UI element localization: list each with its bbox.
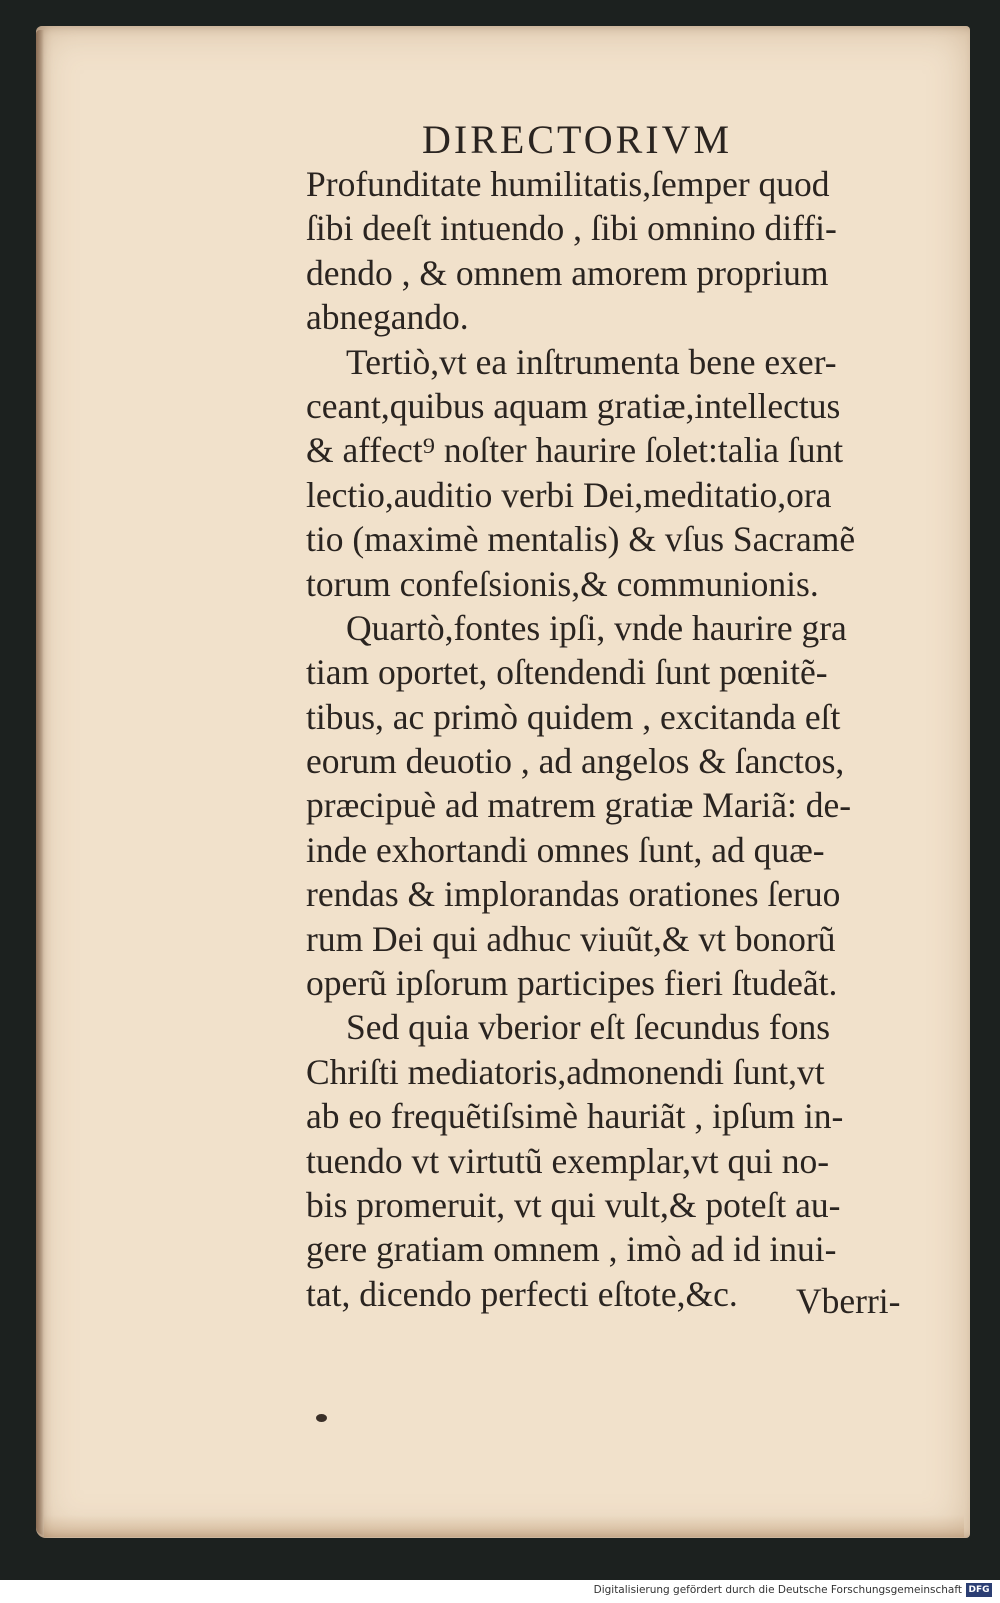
text-line: tibus, ac primò quidem , excitanda eſt [306,696,841,737]
text-line: & affect⁹ noſter haurire ſolet:talia ſunt [306,430,844,471]
text-line: præcipuè ad matrem gratiæ Mariã: de- [306,785,852,826]
text-line: tiam oportet, oſtendendi ſunt pœnitẽ- [306,652,828,693]
text-line: tuendo vt virtutũ exemplar,vt qui no- [306,1140,830,1181]
page-gutter-shadow [36,30,44,1535]
ink-blot-mark [316,1414,327,1422]
text-line: lectio,auditio verbi Dei,meditatio,ora [306,474,832,515]
body-text [306,162,926,1316]
text-line: rendas & implorandas orationes ſeruo [306,874,841,915]
text-line: tat, dicendo perfecti eſtote,&c. [306,1273,738,1314]
text-line: dendo , & omnem amorem proprium [306,252,829,293]
text-line: Tertiò,vt ea inſtrumenta bene exer- [346,341,837,382]
digitization-credit: Digitalisierung gefördert durch die Deutsche Forschungsgemeinschaft [593,1584,962,1596]
text-line: Chriſti mediatoris,admonendi ſunt,vt [306,1051,825,1092]
text-line: eorum deuotio , ad angelos & ſanctos, [306,741,845,782]
text-line: ceant,quibus aquam gratiæ,intellectus [306,385,841,426]
text-line: abnegando. [306,297,469,338]
text-line: tio (maximè mentalis) & vſus Sacramẽ [306,519,856,560]
text-line: Quartò,fontes ipſi, vnde haurire gra [346,607,847,648]
page-bottom-edge [44,1515,964,1537]
text-line: gere gratiam omnem , imò ad id inui- [306,1229,837,1270]
text-line: bis promeruit, vt qui vult,& poteſt au- [306,1184,841,1225]
text-line: rum Dei qui adhuc viuũt,& vt bonorũ [306,918,836,959]
text-line: torum confeſsionis,& communionis. [306,563,819,604]
text-line: Sed quia vberior eſt ſecundus fons [346,1007,831,1048]
text-line: ab eo frequẽtiſsimè hauriãt , ipſum in- [306,1096,844,1137]
dfg-logo: DFG [966,1583,992,1597]
running-head: DIRECTORIVM [422,117,733,162]
text-line: operũ ipſorum participes fieri ſtudeãt. [306,963,838,1004]
catchword: Vberri- [796,1281,901,1321]
text-line: inde exhortandi omnes ſunt, ad quæ- [306,829,825,870]
text-line: Profunditate humilitatis,ſemper quod [306,164,830,204]
text-line: ſibi deeſt intuendo , ſibi omnino diffi- [306,208,837,249]
